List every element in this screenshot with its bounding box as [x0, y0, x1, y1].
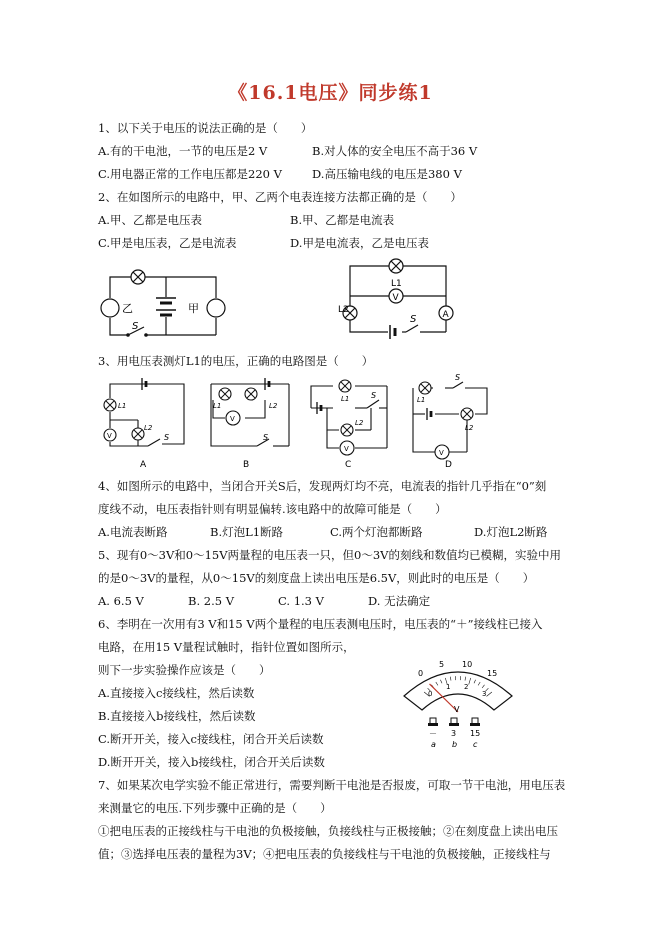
inner-tick-0: 0	[428, 690, 433, 698]
outer-tick-15: 15	[487, 669, 498, 678]
q3-circuit-a	[98, 378, 194, 470]
svg-text:V: V	[439, 449, 444, 457]
q6-option-b: B.直接接入b接线柱，然后读数	[98, 709, 256, 723]
outer-tick-0: 0	[418, 669, 424, 678]
voltmeter-dial	[398, 660, 518, 750]
q2-option-a: A.甲、乙都是电压表	[98, 213, 202, 227]
q6-option-d: D.断开开关，接入b接线柱，闭合开关后读数	[98, 755, 325, 769]
q5-stem-line2: 的是0～3V的量程，从0～15V的刻度盘上读出电压是6.5V，则此时的电压是（ ）	[98, 571, 535, 585]
option-label-a: A	[140, 460, 147, 470]
q2-circuit-left	[98, 265, 228, 345]
q7-line4: 值；③选择电压表的量程为3V；④把电压表的负接线柱与干电池的负极接触，正接线柱与	[98, 847, 551, 861]
q3-circuit-c	[305, 378, 397, 470]
svg-text:L1: L1	[341, 395, 350, 403]
terminal-label-15: 15	[470, 729, 481, 738]
option-label-b: B	[243, 460, 250, 470]
q4-option-b: B.灯泡L1断路	[210, 525, 284, 539]
svg-text:L1: L1	[417, 396, 426, 404]
q7-line3: ①把电压表的正接线柱与干电池的负极接触，负接线柱与正极接触；②在刻度盘上读出电压	[98, 824, 558, 838]
outer-tick-5: 5	[439, 660, 445, 669]
svg-text:S: S	[263, 433, 269, 442]
q5-option-b: B. 2.5 V	[188, 594, 235, 608]
q7-line1: 7、如果某次电学实验不能正常进行，需要判断干电池是否报废，可取一节干电池，用电压表	[98, 778, 566, 792]
terminal-a-icon	[428, 718, 438, 726]
svg-text:L2: L2	[355, 419, 364, 427]
q4-option-c: C.两个灯泡都断路	[330, 525, 423, 539]
battery-icon	[156, 298, 176, 315]
q6-option-a: A.直接接入c接线柱，然后读数	[98, 686, 255, 700]
q5-option-a: A. 6.5 V	[98, 594, 144, 608]
terminal-b-icon	[449, 718, 459, 726]
q1-option-c: C.用电器正常的工作电压都是220 V	[98, 167, 282, 181]
q2-stem: 2、在如图所示的电路中，甲、乙两个电表连接方法都正确的是（ ）	[98, 190, 462, 204]
page-title: 《16.1电压》同步练1	[228, 82, 433, 104]
q1-option-b: B.对人体的安全电压不高于36 V	[312, 144, 478, 158]
battery-icon	[390, 325, 395, 339]
q3-circuit-b	[205, 378, 297, 470]
q2-option-b: B.甲、乙都是电流表	[290, 213, 395, 227]
svg-text:L2: L2	[465, 424, 474, 432]
q7-line2: 来测量它的电压.下列步骤中正确的是（ ）	[98, 801, 332, 815]
q4-option-d: D.灯泡L2断路	[474, 525, 548, 539]
label-switch: S	[410, 314, 417, 325]
svg-text:L2: L2	[144, 424, 153, 432]
meter-yi-icon	[101, 299, 119, 317]
q6-option-c: C.断开开关，接入c接线柱，闭合开关后读数	[98, 732, 324, 746]
svg-text:S: S	[164, 433, 170, 442]
label-jia: 甲	[188, 302, 199, 315]
svg-text:S: S	[455, 373, 461, 382]
q1-stem: 1、以下关于电压的说法正确的是（ ）	[98, 121, 313, 135]
q5-stem-line1: 5、现有0～3V和0～15V两量程的电压表一只，但0～3V的刻线和数值均已模糊，实验中用	[98, 548, 561, 562]
terminal-letter-b: b	[452, 740, 458, 749]
svg-text:V: V	[230, 415, 235, 423]
meter-unit: V	[454, 705, 460, 714]
q6-stem-line3: 则下一步实验操作应该是（ ）	[98, 663, 271, 677]
terminal-c-icon	[470, 718, 480, 726]
q2-option-d: D.甲是电流表，乙是电压表	[290, 236, 429, 250]
q3-circuit-d	[405, 372, 497, 470]
terminal-letter-c: c	[473, 740, 478, 749]
q6-stem-line1: 6、李明在一次用有3 V和15 V两个量程的电压表测电压时，电压表的“＋”接线柱已接入	[98, 617, 543, 631]
meter-jia-icon	[207, 299, 225, 317]
lamp-icon	[131, 270, 145, 284]
svg-text:L2: L2	[269, 402, 278, 410]
svg-text:L1: L1	[213, 402, 222, 410]
terminal-letter-a: a	[431, 740, 436, 749]
option-label-c: C	[345, 460, 352, 470]
label-switch: S	[132, 321, 139, 332]
inner-tick-2: 2	[464, 683, 469, 691]
q2-circuit-right	[338, 256, 466, 346]
q6-stem-line2: 电路，在用15 V量程试触时，指针位置如图所示，	[98, 640, 355, 654]
q3-stem: 3、用电压表测灯L1的电压，正确的电路图是（ ）	[98, 354, 374, 368]
lamp-l1-icon	[389, 259, 403, 273]
outer-tick-10: 10	[462, 660, 473, 669]
svg-text:V: V	[344, 445, 349, 453]
q2-option-c: C.甲是电压表，乙是电流表	[98, 236, 237, 250]
label-l1: L1	[391, 279, 402, 289]
q4-stem-line2: 度线不动，电压表指针则有明显偏转.该电路中的故障可能是（ ）	[98, 502, 447, 516]
q1-option-d: D.高压输电线的电压是380 V	[312, 167, 462, 181]
terminal-label-minus: －	[429, 729, 437, 738]
q4-stem-line1: 4、如图所示的电路中，当闭合开关S后，发现两灯均不亮，电流表的指针几乎指在“0”刻	[98, 479, 547, 493]
inner-tick-3: 3	[482, 690, 487, 698]
ammeter-label: A	[442, 310, 449, 320]
inner-tick-1: 1	[446, 683, 451, 691]
svg-text:L1: L1	[118, 402, 127, 410]
svg-text:V: V	[107, 432, 112, 440]
q5-option-c: C. 1.3 V	[278, 594, 324, 608]
voltmeter-label: V	[392, 293, 399, 303]
q4-option-a: A.电流表断路	[98, 525, 168, 539]
option-label-d: D	[445, 460, 452, 470]
label-l2: L2	[338, 305, 349, 315]
svg-text:S: S	[371, 391, 377, 400]
q5-option-d: D. 无法确定	[368, 594, 431, 608]
label-yi: 乙	[122, 302, 133, 315]
terminal-label-3: 3	[451, 729, 457, 738]
q1-option-a: A.有的干电池，一节的电压是2 V	[98, 144, 268, 158]
